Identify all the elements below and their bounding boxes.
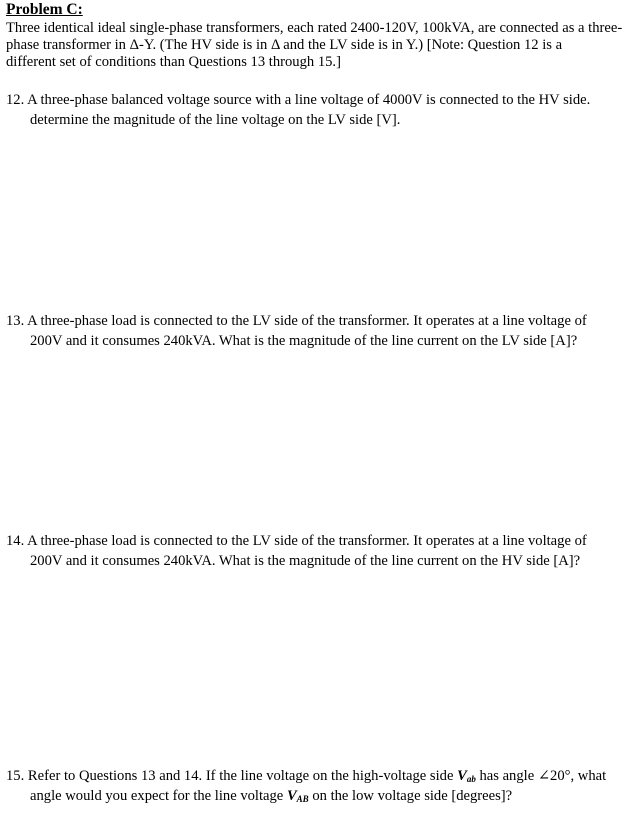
question-14-line1: 14. A three-phase load is connected to the LV side of the transformer. It operates at a line voltage of [6,533,587,549]
voltage-symbol-vAB-main: V [286,788,297,804]
voltage-symbol-vab [457,768,476,784]
question-15-line2-end: on the low voltage side [degrees]? [308,788,513,804]
problem-intro: Three identical ideal single-phase transformers, each rated 2400-120V, 100kVA, are connected as a three- phase transformer in Δ-Y. (The HV side is in Δ and the LV side is in Y.) [Note: Question 12 is a different set of conditions than Questions 13 through 15.] [6,20,623,70]
voltage-symbol-vAB [287,788,309,804]
question-13-line2: 200V and it consumes 240kVA. What is the magnitude of the line current on the LV side [A]? [30,333,578,349]
question-15-line1-start: 15. Refer to Questions 13 and 14. If the line voltage on the high-voltage side [6,768,458,784]
question-13-line1: 13. A three-phase load is connected to the LV side of the transformer. It operates at a line voltage of [6,313,587,329]
question-12 [6,90,634,130]
voltage-symbol-vAB-subscript: AB [296,794,309,804]
question-12-line2: determine the magnitude of the line voltage on the LV side [V]. [30,112,401,128]
question-15 [6,766,634,806]
question-12-line1: 12. A three-phase balanced voltage source with a line voltage of 4000V is connected to the HV side. [6,92,591,108]
voltage-symbol-vab-main: V [457,768,467,784]
voltage-symbol-vab-subscript: ab [466,774,476,784]
question-14-line2: 200V and it consumes 240kVA. What is the magnitude of the line current on the HV side [A]? [30,553,581,569]
question-15-line2-start: angle would you expect for the line voltage [30,788,287,804]
question-15-line1 [6,766,634,786]
question-15-line1-end: has angle ∠20°, what [475,768,607,784]
problem-heading: Problem C: [6,1,83,18]
question-13 [6,311,634,351]
question-14 [6,531,634,571]
question-15-line2 [6,786,634,806]
